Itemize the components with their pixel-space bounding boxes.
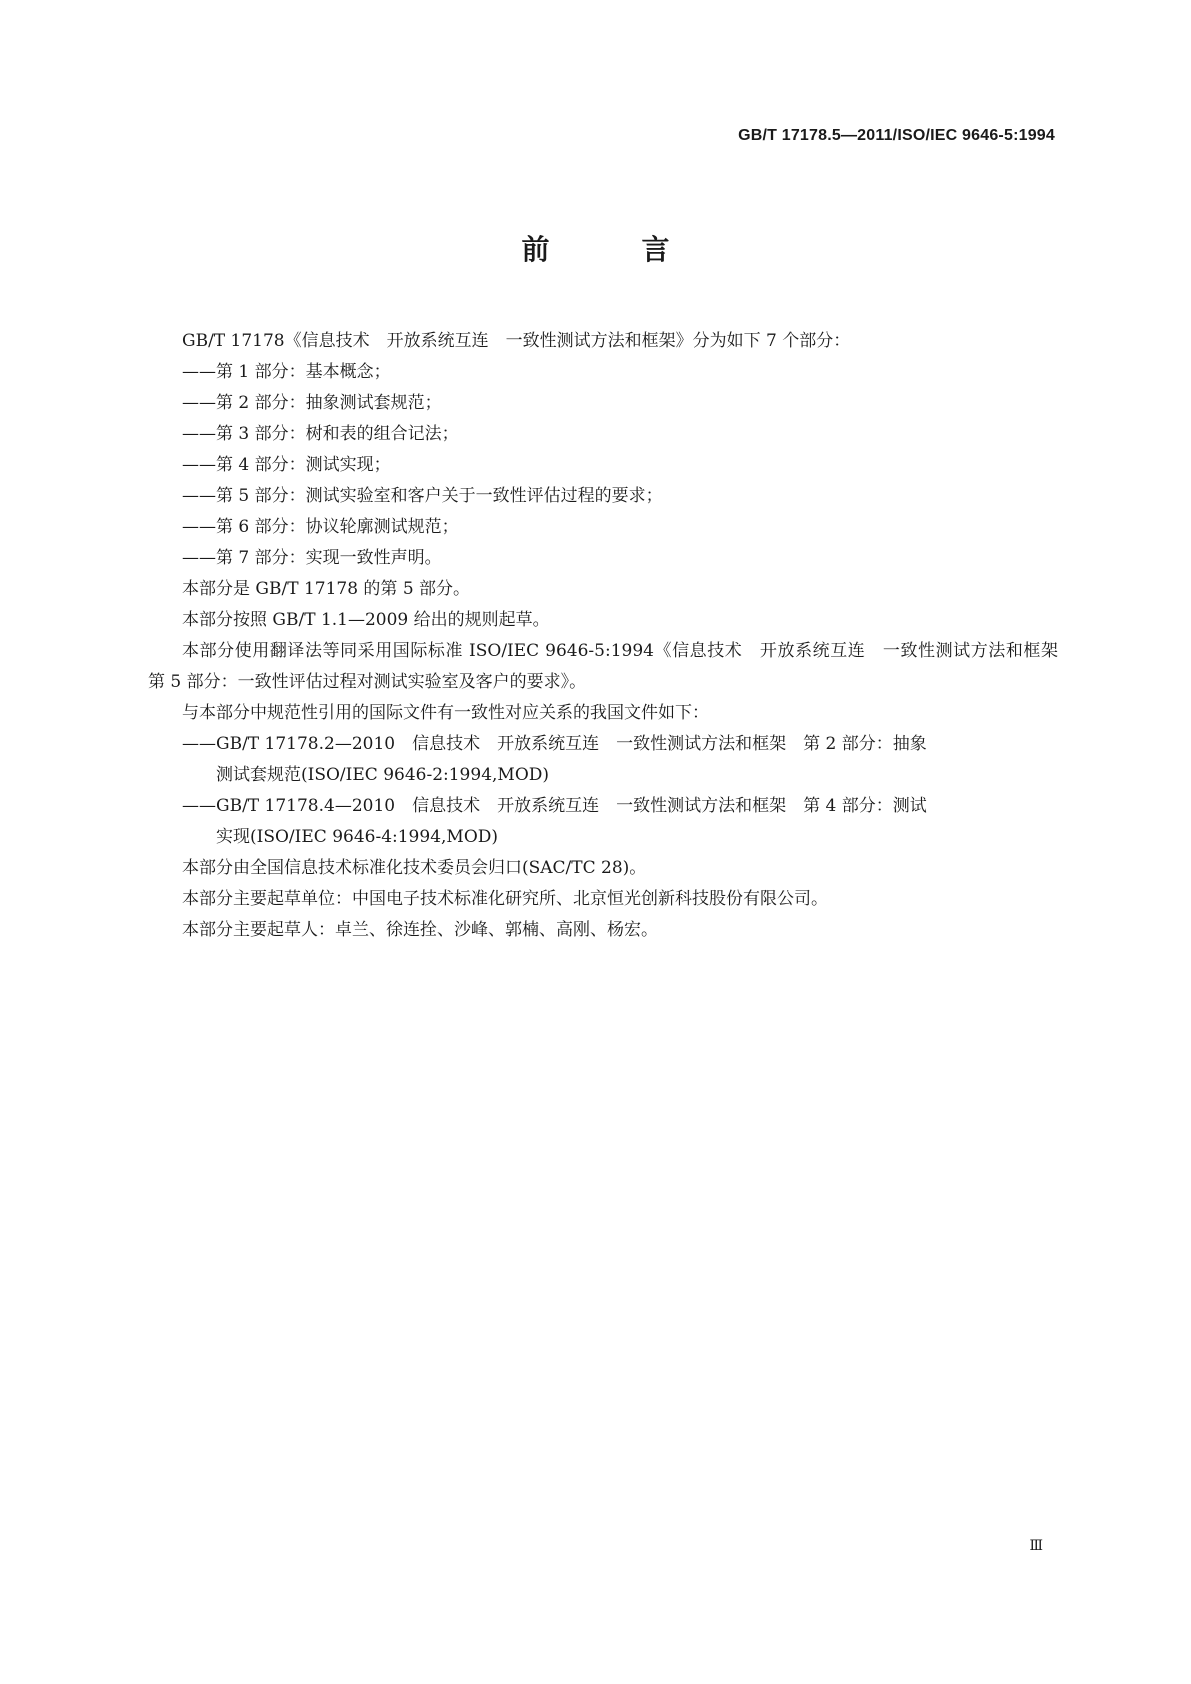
- part-list-item: ——第 5 部分：测试实验室和客户关于一致性评估过程的要求；: [182, 486, 663, 506]
- part-list-item: ——第 1 部分：基本概念；: [182, 362, 391, 382]
- part-list-item: ——第 3 部分：树和表的组合记法；: [182, 424, 459, 444]
- reference-item: [148, 791, 1058, 853]
- page-number: Ⅲ: [1029, 1538, 1043, 1554]
- part-list-item: ——第 7 部分：实现一致性声明。: [182, 548, 442, 568]
- reference-line: ——GB/T 17178.2—2010 信息技术 开放系统互连 一致性测试方法和框架 第 2 部分：抽象: [182, 734, 927, 754]
- translation-paragraph: 本部分使用翻译法等同采用国际标准 ISO/IEC 9646-5:1994《信息技术 开放系统互连 一致性测试方法和框架 第 5 部分：一致性评估过程对测试实验室及客户的要求》。: [148, 641, 1075, 692]
- drafters-paragraph: 本部分主要起草人：卓兰、徐连拴、沙峰、郭楠、高刚、杨宏。: [182, 920, 658, 940]
- intro-paragraph: GB/T 17178《信息技术 开放系统互连 一致性测试方法和框架》分为如下 7 个部分：: [182, 331, 851, 351]
- reference-line-continued: 实现(ISO/IEC 9646-4:1994,MOD): [216, 827, 499, 847]
- this-part-paragraph: 本部分是 GB/T 17178 的第 5 部分。: [182, 579, 471, 599]
- foreword-body: [148, 326, 1075, 946]
- drafting-units-paragraph: 本部分主要起草单位：中国电子技术标准化研究所、北京恒光创新科技股份有限公司。: [182, 889, 828, 909]
- page-title: 前 言: [521, 233, 702, 266]
- drafting-rules-paragraph: 本部分按照 GB/T 1.1—2009 给出的规则起草。: [182, 610, 550, 630]
- proposed-by-paragraph: 本部分由全国信息技术标准化技术委员会归口(SAC/TC 28)。: [182, 858, 647, 878]
- part-list-item: ——第 4 部分：测试实现；: [182, 455, 391, 475]
- reference-item: [148, 729, 1058, 791]
- standard-code: GB/T 17178.5—2011/ISO/IEC 9646-5:1994: [738, 127, 1055, 144]
- reference-line-continued: 测试套规范(ISO/IEC 9646-2:1994,MOD): [216, 765, 550, 785]
- part-list-item: ——第 6 部分：协议轮廓测试规范；: [182, 517, 459, 537]
- part-list-item: ——第 2 部分：抽象测试套规范；: [182, 393, 442, 413]
- reference-line: ——GB/T 17178.4—2010 信息技术 开放系统互连 一致性测试方法和框架 第 4 部分：测试: [182, 796, 927, 816]
- correspondence-intro-paragraph: 与本部分中规范性引用的国际文件有一致性对应关系的我国文件如下：: [182, 703, 709, 723]
